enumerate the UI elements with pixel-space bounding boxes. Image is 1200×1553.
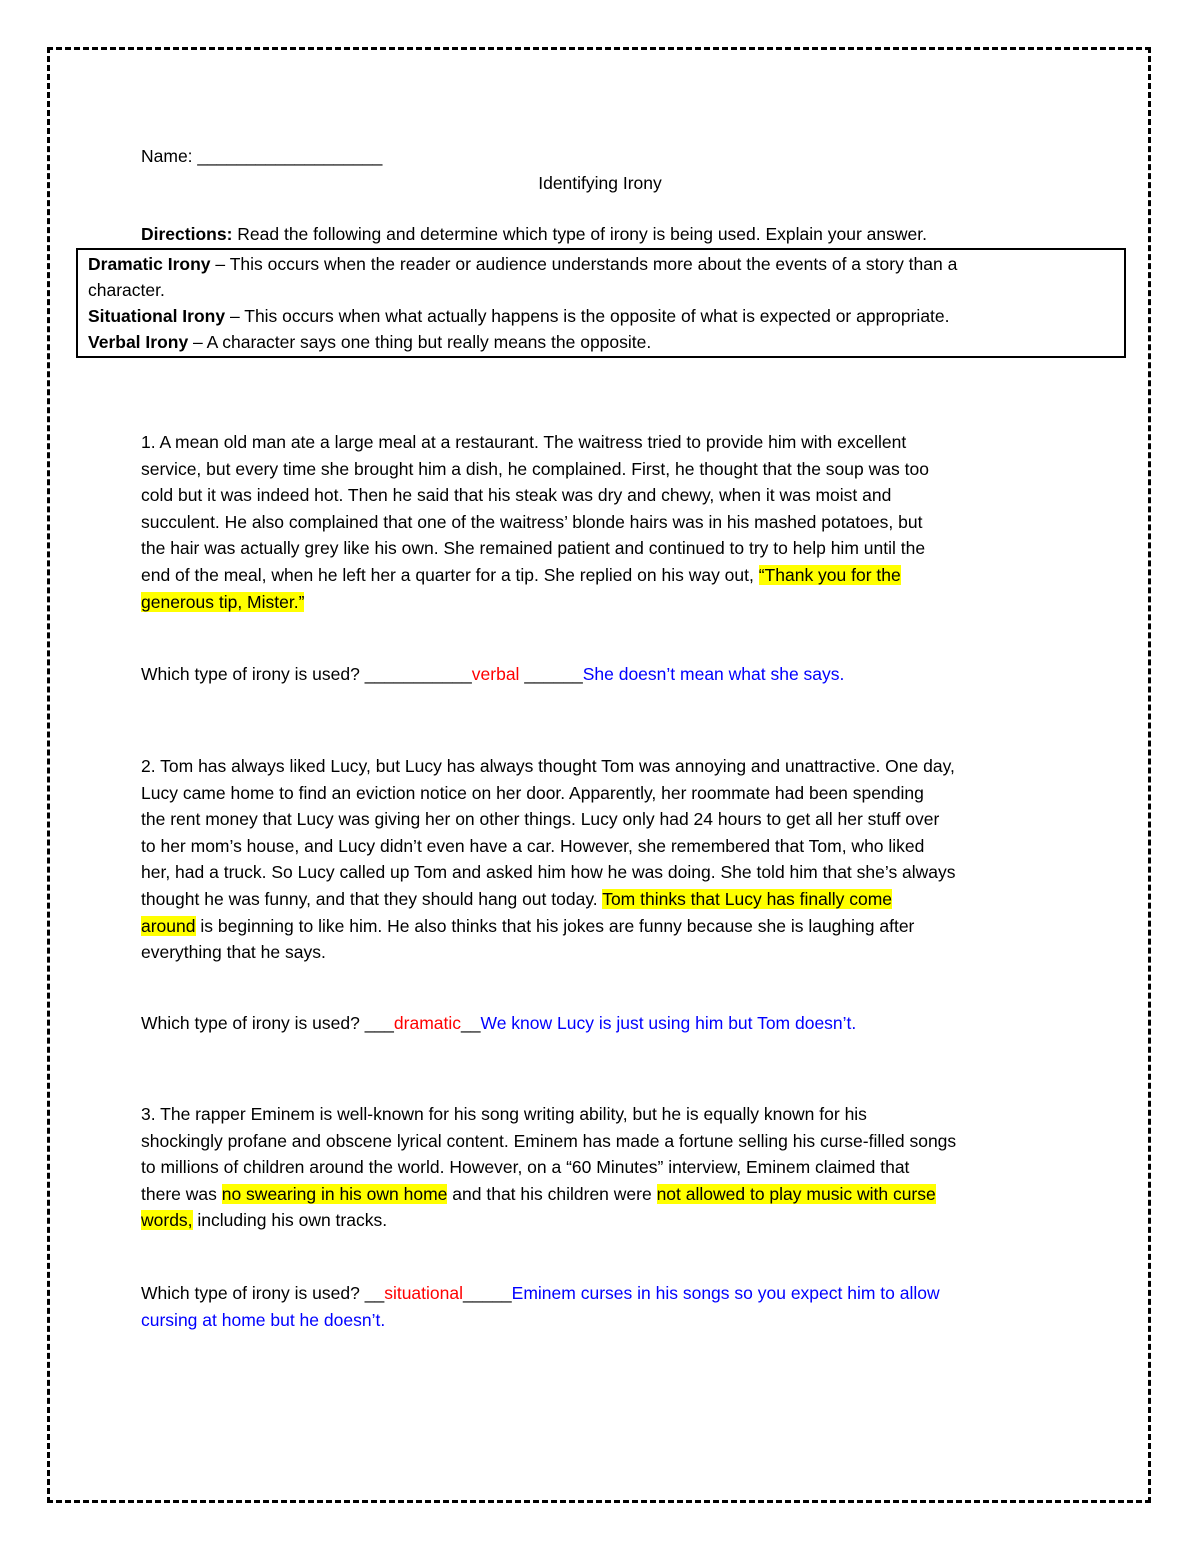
passage-line: her, had a truck. So Lucy called up Tom and asked him how he was doing. She told him that she’s always: [141, 862, 956, 883]
answer-value: dramatic: [393, 1013, 462, 1033]
passage-line: [141, 589, 929, 616]
answer-prompt: Which type of irony is used? __: [141, 1283, 385, 1303]
verbal-text: – A character says one thing but really means the opposite.: [188, 332, 652, 352]
passage-line: the rent money that Lucy was giving her on other things. Lucy only had 24 hours to get all her stuff over: [141, 809, 940, 830]
highlighted-text: Tom thinks that Lucy has finally come: [602, 888, 893, 909]
verbal-term: Verbal Irony: [88, 332, 189, 352]
passage-line: [141, 1181, 956, 1208]
passage-line: 3. The rapper Eminem is well-known for his song writing ability, but he is equally known for his: [141, 1104, 867, 1124]
highlighted-text: words,: [141, 1210, 193, 1231]
answer-prompt: Which type of irony is used? ___________: [141, 664, 472, 684]
directions-label: Directions:: [141, 224, 233, 244]
directions-text: Read the following and determine which type of irony is being used. Explain your answer.: [232, 224, 927, 244]
question-1-passage: [141, 429, 929, 615]
answer-blank: ______: [519, 664, 583, 684]
verbal-definition: [88, 329, 651, 355]
situational-definition: [88, 303, 950, 329]
highlighted-text: no swearing in his own home: [221, 1183, 448, 1204]
answer-blank: __: [461, 1013, 481, 1033]
answer-explanation: Eminem curses in his songs so you expect him to allow: [511, 1283, 940, 1303]
passage-line: succulent. He also complained that one of the waitress’ blonde hairs was in his mashed potatoes, but: [141, 511, 923, 532]
passage-line: the hair was actually grey like his own. She remained patient and continued to try to help him until the: [141, 538, 926, 559]
passage-line: shockingly profane and obscene lyrical content. Eminem has made a fortune selling his curse-filled songs: [141, 1130, 957, 1151]
passage-line: [141, 562, 929, 589]
answer-value: situational: [384, 1283, 463, 1303]
highlighted-text: around: [141, 915, 196, 936]
passage-line: Lucy came home to find an eviction notice on her door. Apparently, her roommate had been spending: [141, 782, 924, 803]
question-2-passage: [141, 753, 956, 966]
situational-text: – This occurs when what actually happens is the opposite of what is expected or appropriate.: [225, 306, 950, 326]
question-3-answer: [141, 1280, 940, 1333]
name-field: Name: ___________________: [141, 146, 383, 166]
highlighted-text: not allowed to play music with curse: [656, 1183, 936, 1204]
passage-text: and that his children were: [447, 1183, 657, 1204]
answer-value: verbal: [471, 664, 520, 684]
answer-blank: _____: [463, 1283, 512, 1303]
question-3-passage: [141, 1101, 956, 1234]
passage-line: [141, 1207, 956, 1234]
passage-line: to millions of children around the world. However, on a “60 Minutes” interview, Eminem claimed that: [141, 1157, 910, 1178]
passage-line: cold but it was indeed hot. Then he said that his steak was dry and chewy, when it was moist and: [141, 485, 892, 506]
dramatic-definition-cont: character.: [88, 280, 165, 300]
directions: [141, 221, 927, 248]
answer-explanation: She doesn’t mean what she says.: [582, 664, 845, 684]
dramatic-term: Dramatic Irony: [88, 254, 211, 274]
highlighted-quote: “Thank you for the: [758, 564, 901, 585]
passage-text: there was: [141, 1183, 222, 1204]
passage-line: to her mom’s house, and Lucy didn’t even have a car. However, she remembered that Tom, who liked: [141, 835, 925, 856]
situational-term: Situational Irony: [88, 306, 226, 326]
highlighted-quote: generous tip, Mister.”: [141, 591, 305, 612]
answer-explanation-cont: cursing at home but he doesn’t.: [141, 1309, 386, 1330]
passage-text: thought he was funny, and that they should hang out today.: [141, 888, 603, 909]
answer-explanation: We know Lucy is just using him but Tom doesn’t.: [480, 1013, 857, 1033]
passage-text: end of the meal, when he left her a quarter for a tip. She replied on his way out,: [141, 564, 759, 585]
dramatic-definition: [88, 251, 957, 277]
passage-line: 2. Tom has always liked Lucy, but Lucy has always thought Tom was annoying and unattractive. One day,: [141, 756, 955, 776]
answer-prompt: Which type of irony is used? ___: [141, 1013, 394, 1033]
dramatic-text: – This occurs when the reader or audience understands more about the events of a story than a: [210, 254, 958, 274]
passage-line: everything that he says.: [141, 942, 326, 963]
passage-text: including his own tracks.: [192, 1210, 388, 1231]
definitions-box: [76, 248, 1126, 358]
passage-line: service, but every time she brought him a dish, he complained. First, he thought that the soup was too: [141, 458, 929, 479]
question-2-answer: [141, 1010, 856, 1037]
worksheet-title: Identifying Irony: [538, 173, 662, 193]
passage-line: 1. A mean old man ate a large meal at a restaurant. The waitress tried to provide him with excellent: [141, 432, 907, 452]
question-1-answer: [141, 661, 844, 688]
passage-line: [141, 886, 956, 913]
passage-line: [141, 913, 956, 940]
passage-text: is beginning to like him. He also thinks that his jokes are funny because she is laughing after: [195, 915, 915, 936]
